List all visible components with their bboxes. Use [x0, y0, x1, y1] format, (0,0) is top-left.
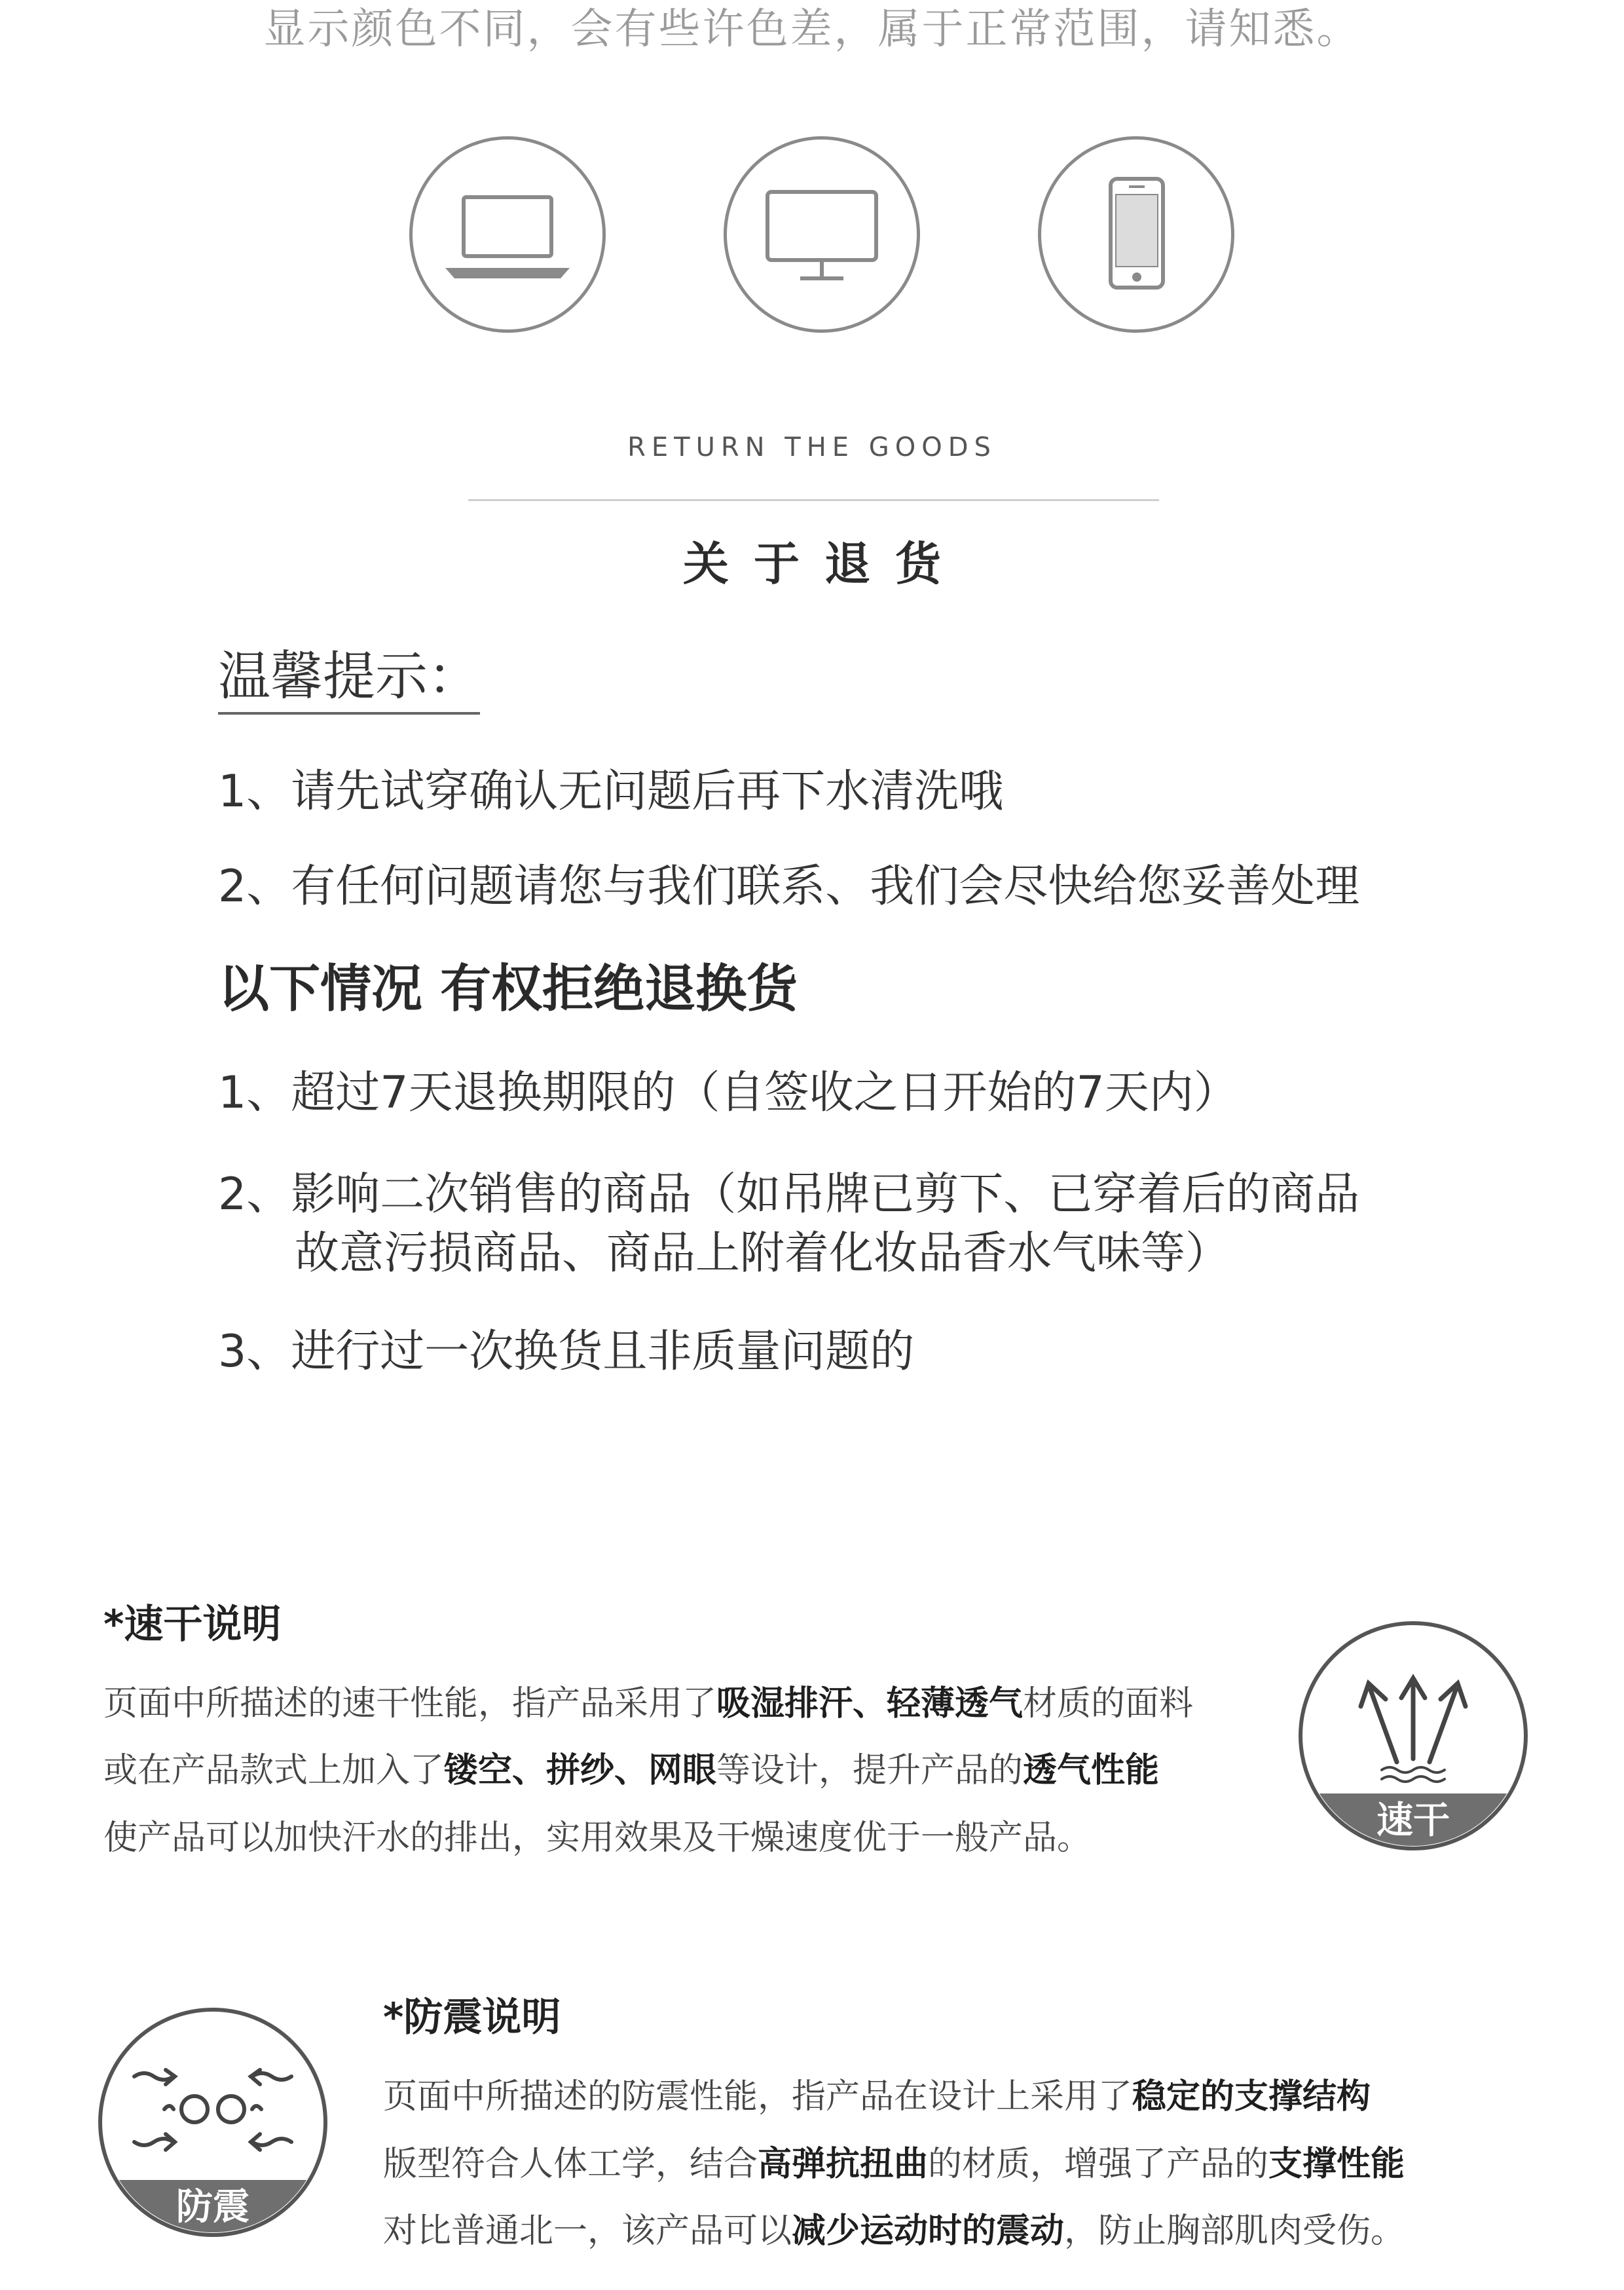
- quick-dry-highlight: 吸湿排汗、轻薄透气: [716, 1684, 1024, 1723]
- shockproof-text: ，防止胸部肌肉受伤。: [1064, 2211, 1405, 2251]
- return-goods-heading-cn: 关于退货: [683, 537, 966, 591]
- quick-dry-text: 材质的面料: [1023, 1684, 1194, 1723]
- monitor-icon: [724, 136, 920, 333]
- laptop-icon: [409, 136, 606, 333]
- shockproof-badge-label: 防震: [176, 2186, 249, 2228]
- shockproof-text: 版型符合人体工学，结合: [383, 2145, 758, 2184]
- shockproof-text: 对比普通北一，该产品可以: [383, 2211, 792, 2251]
- refuse-item: 3、进行过一次换货且非质量问题的: [218, 1326, 915, 1378]
- refuse-title: 以下情况 有权拒绝退换货: [218, 960, 798, 1019]
- shockproof-text: 的材质，增强了产品的: [928, 2145, 1269, 2184]
- shockproof-highlight: 减少运动时的震动: [792, 2211, 1065, 2251]
- tip-item: 1、请先试穿确认无问题后再下水清洗哦: [218, 766, 1004, 817]
- tip-item: 2、有任何问题请您与我们联系、我们会尽快给您妥善处理: [218, 861, 1360, 912]
- quick-dry-highlight: 透气性能: [1023, 1751, 1160, 1790]
- return-goods-heading-en: RETURN THE GOODS: [627, 432, 997, 462]
- shockproof-highlight: 支撑性能: [1268, 2145, 1405, 2184]
- quick-dry-line: [103, 1747, 1159, 1794]
- refuse-item-continued: 故意污损商品、商品上附着化妆品香水气味等）: [295, 1228, 1230, 1279]
- refuse-item: 2、影响二次销售的商品（如吊牌已剪下、已穿着后的商品: [218, 1169, 1360, 1220]
- shockproof-title: *防震说明: [383, 1995, 561, 2040]
- quick-dry-badge: [1295, 1618, 1531, 1854]
- quick-dry-line: 使产品可以加快汗水的排出，实用效果及干燥速度优于一般产品。: [103, 1818, 1092, 1858]
- refuse-item: 1、超过7天退换期限的（自签收之日开始的7天内）: [218, 1067, 1238, 1119]
- quick-dry-highlight: 镂空、拼纱、网眼: [444, 1751, 717, 1790]
- quick-dry-title: *速干说明: [103, 1602, 282, 1647]
- shockproof-text: 页面中所描述的防震性能，指产品在设计上采用了: [383, 2077, 1133, 2116]
- return-divider: [468, 499, 1159, 501]
- shockproof-highlight: 高弹抗扭曲: [758, 2145, 929, 2184]
- shockproof-line: [383, 2141, 1405, 2188]
- quick-dry-text: 页面中所描述的速干性能，指产品采用了: [103, 1684, 717, 1723]
- color-difference-note: 显示颜色不同，会有些许色差，属于正常范围，请知悉。: [263, 5, 1361, 54]
- shockproof-highlight: 稳定的支撑结构: [1132, 2077, 1371, 2116]
- quick-dry-text: 或在产品款式上加入了: [103, 1751, 445, 1790]
- quick-dry-text: 等设计，提升产品的: [716, 1751, 1024, 1790]
- shockproof-line: [383, 2207, 1405, 2255]
- shockproof-line: [383, 2073, 1371, 2120]
- quick-dry-line: [103, 1680, 1193, 1727]
- shockproof-badge: [95, 2004, 331, 2240]
- phone-icon: [1038, 136, 1234, 333]
- quick-dry-badge-label: 速干: [1376, 1799, 1450, 1842]
- tips-title: 温馨提示：: [218, 645, 480, 715]
